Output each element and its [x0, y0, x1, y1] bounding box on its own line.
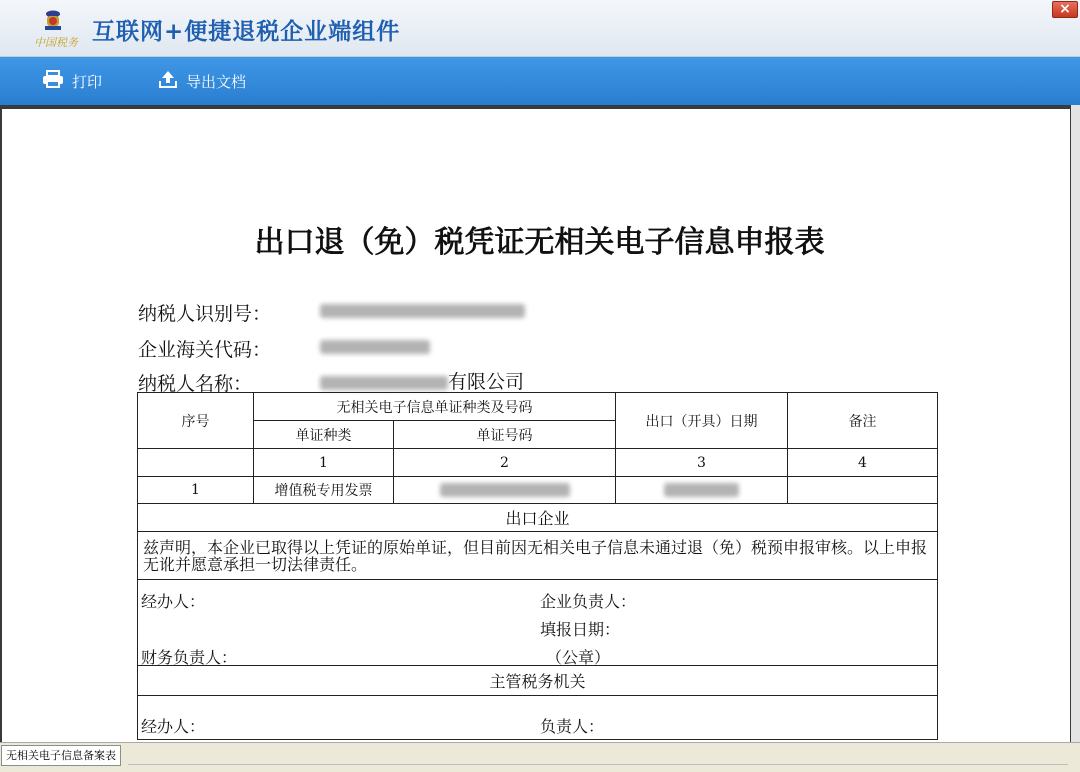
tax-signature-block — [138, 696, 938, 740]
app-title: 互联网+便捷退税企业端组件 — [92, 19, 401, 45]
row-doc-no — [394, 477, 616, 504]
section-export-company: 出口企业 — [138, 504, 938, 532]
taxpayer-name-value — [320, 367, 524, 394]
tab-strip — [128, 747, 1068, 765]
row-remark — [788, 477, 938, 504]
sheet-tab[interactable]: 无相关电子信息备案表 — [1, 745, 121, 766]
company-signature-block — [138, 580, 938, 666]
export-document-button[interactable] — [158, 69, 246, 93]
declaration-text: 兹声明，本企业已取得以上凭证的原始单证，但目前因无相关电子信息未通过退（免）税预申报审核。以上申报无讹并愿意承担一切法律责任。 — [138, 532, 938, 580]
taxpayer-name-suffix: 有限公司 — [448, 371, 525, 393]
customs-code-value — [320, 335, 430, 357]
document-title: 出口退（免）税凭证无相关电子信息申报表 — [254, 225, 825, 260]
close-button[interactable]: × — [1052, 1, 1078, 18]
printer-icon — [42, 70, 64, 92]
toolbar — [0, 57, 1080, 105]
svg-text:中国税务: 中国税务 — [34, 36, 78, 49]
taxpayer-id-label: 纳税人识别号： — [138, 303, 272, 325]
row-doc-type: 增值税专用发票 — [254, 477, 394, 504]
col-index: 4 — [788, 449, 938, 477]
col-group-header: 无相关电子信息单证种类及号码 — [254, 393, 616, 421]
tax-head-label: 负责人： — [540, 717, 605, 736]
col-header-remark: 备注 — [788, 393, 938, 449]
col-header-doc-no: 单证号码 — [394, 421, 616, 449]
col-index — [138, 449, 254, 477]
section-tax-authority: 主管税务机关 — [138, 666, 938, 696]
company-head-label: 企业负责人： — [540, 592, 637, 611]
title-bar — [0, 0, 1080, 57]
document-page — [2, 109, 1070, 742]
finance-head-label: 财务负责人： — [141, 648, 238, 667]
tax-handler-label: 经办人： — [141, 717, 206, 736]
upload-icon — [158, 70, 178, 92]
print-label: 打印 — [72, 72, 103, 91]
tax-emblem-logo — [32, 6, 82, 52]
handler-label: 经办人： — [141, 592, 206, 611]
col-header-doc-type: 单证种类 — [254, 421, 394, 449]
col-index: 1 — [254, 449, 394, 477]
declaration-table — [137, 392, 938, 740]
seal-label: （公章） — [546, 648, 611, 667]
export-label: 导出文档 — [186, 72, 247, 91]
print-button[interactable] — [42, 69, 102, 93]
col-index: 3 — [616, 449, 788, 477]
taxpayer-id-value — [320, 299, 525, 321]
customs-code-label: 企业海关代码： — [138, 339, 272, 361]
col-index: 2 — [394, 449, 616, 477]
vertical-scrollbar[interactable] — [1071, 105, 1080, 742]
row-seq: 1 — [138, 477, 254, 504]
table-row — [138, 477, 938, 504]
taxpayer-name-label: 纳税人名称： — [138, 373, 253, 395]
fill-date-label: 填报日期： — [540, 620, 621, 639]
document-viewer[interactable] — [0, 105, 1080, 742]
col-header-date: 出口（开具）日期 — [616, 393, 788, 449]
status-bar — [0, 742, 1080, 772]
col-header-seq: 序号 — [138, 393, 254, 449]
row-date — [616, 477, 788, 504]
